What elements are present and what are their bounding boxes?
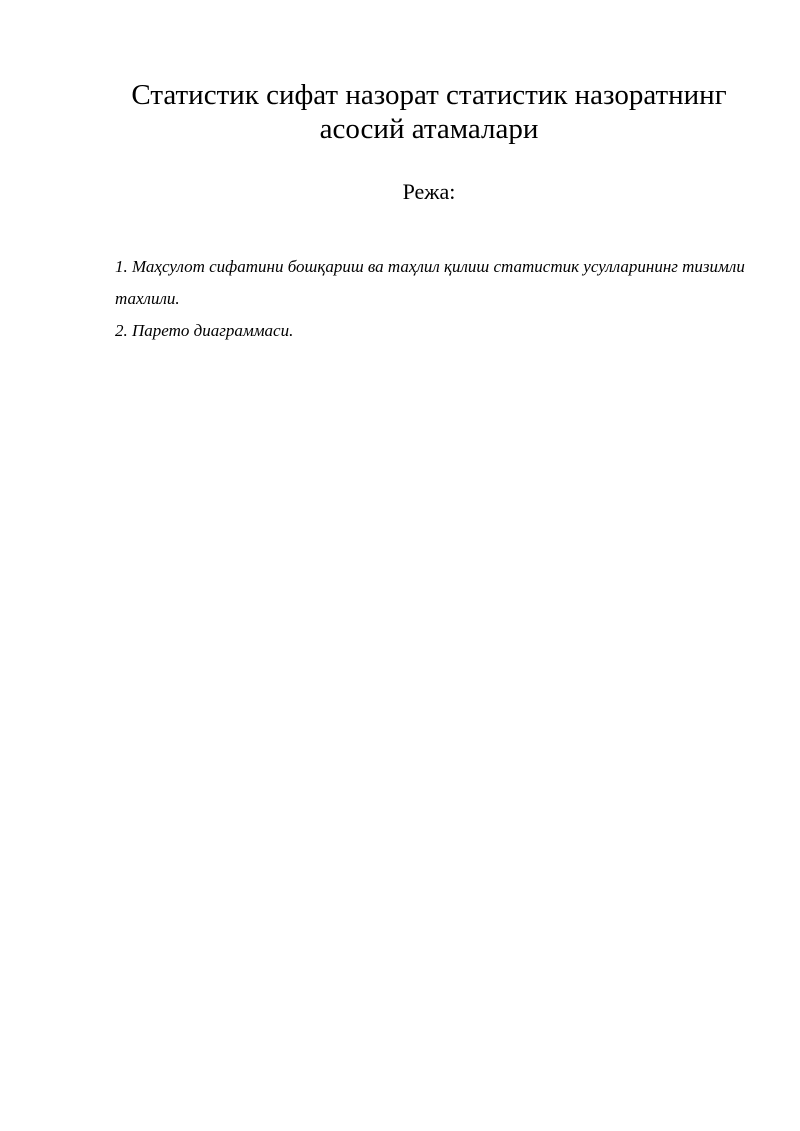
plan-list bbox=[115, 251, 755, 347]
plan-item-2: 2. Парето диаграммаси. bbox=[115, 321, 294, 340]
document-title: Статистик сифат назорат статистик назоратнинг асосий атамалари bbox=[131, 79, 727, 145]
plan-heading: Режа: bbox=[402, 179, 456, 204]
plan-item-1: 1. Маҳсулот сифатини бошқариш ва таҳлил қилиш статистик усулларининг тизимли тахлили. bbox=[115, 257, 745, 308]
